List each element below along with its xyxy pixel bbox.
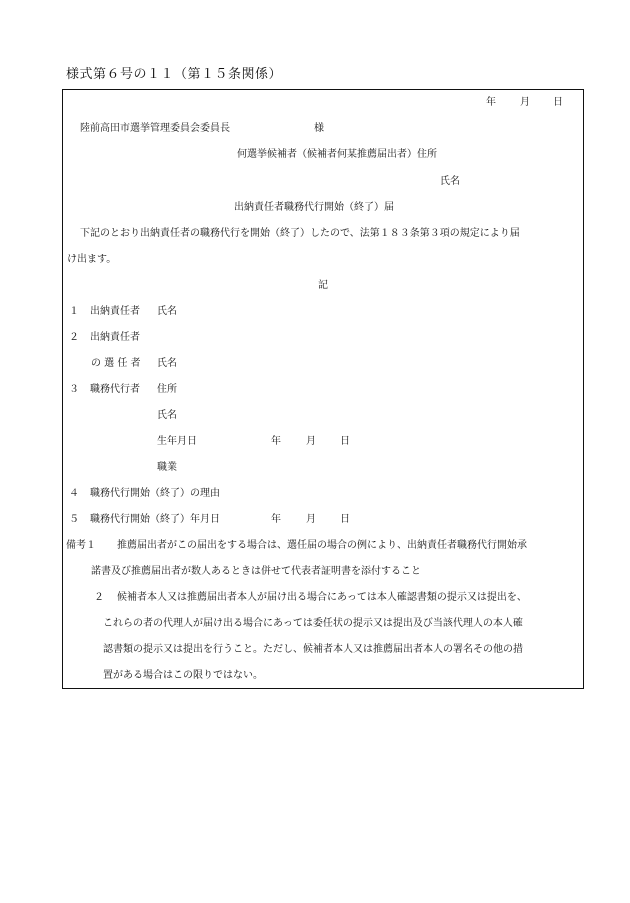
item-3-birth-day-label: 日 (340, 436, 350, 447)
item-2-name-label: 氏名 (157, 358, 177, 369)
addressee-honorific: 様 (314, 123, 324, 134)
item-4-number: ４ (69, 488, 79, 499)
item-1-label: 出納責任者 (90, 306, 140, 317)
item-5-number: ５ (69, 514, 79, 525)
item-2-label: 出納責任者 (90, 332, 140, 343)
submitter-address-label: 何選挙候補者（候補者何某推薦届出者）住所 (237, 149, 437, 160)
item-3-name-label: 氏名 (157, 410, 177, 421)
note-1-line-2: 諾書及び推薦届出者が数人あるときは併せて代表者証明書を添付すること (91, 566, 421, 577)
body-text-line-2: け出ます。 (67, 254, 117, 265)
ki-heading: 記 (318, 280, 328, 291)
item-2-label-line-2: の 選 任 者 (91, 358, 141, 369)
date-day-label: 日 (553, 97, 563, 108)
item-4-label: 職務代行開始（終了）の理由 (90, 488, 220, 499)
item-5-day-label: 日 (340, 514, 350, 525)
date-month-label: 月 (520, 97, 530, 108)
notes-heading: 備考１ (66, 540, 96, 551)
item-1-name-label: 氏名 (157, 306, 177, 317)
item-5-year-label: 年 (271, 514, 281, 525)
note-2-line-2: これらの者の代理人が届け出る場合にあっては委任状の提示又は提出及び当該代理人の本人確 (103, 618, 523, 629)
item-3-number: ３ (69, 384, 79, 395)
form-number: 様式第６号の１１（第１５条関係） (66, 67, 283, 82)
date-year-label: 年 (486, 97, 496, 108)
submitter-name-label: 氏名 (440, 176, 460, 187)
body-text-line-1: 下記のとおり出納責任者の職務代行を開始（終了）したので、法第１８３条第３項の規定により届 (80, 228, 520, 239)
item-5-label: 職務代行開始（終了）年月日 (90, 514, 220, 525)
item-5-month-label: 月 (306, 514, 316, 525)
document-title: 出納責任者職務代行開始（終了）届 (234, 202, 394, 213)
note-2-line-4: 置がある場合はこの限りではない。 (103, 670, 263, 681)
note-2-line-3: 認書類の提示又は提出を行うこと。ただし、候補者本人又は推薦届出者本人の署名その他の措 (103, 644, 523, 655)
item-3-label: 職務代行者 (90, 384, 140, 395)
note-2-line-1: 候補者本人又は推薦届出者本人が届け出る場合にあっては本人確認書類の提示又は提出を、 (117, 592, 527, 603)
addressee-name: 陸前高田市選挙管理委員会委員長 (80, 123, 230, 134)
item-3-occupation-label: 職業 (157, 462, 177, 473)
item-3-birth-month-label: 月 (306, 436, 316, 447)
note-1-line-1: 推薦届出者がこの届出をする場合は、選任届の場合の例により、出納責任者職務代行開始承 (117, 540, 527, 551)
item-3-birthdate-label: 生年月日 (157, 436, 197, 447)
item-3-address-label: 住所 (157, 384, 177, 395)
note-2-number: ２ (94, 592, 104, 603)
item-2-number: ２ (69, 332, 79, 343)
item-3-birth-year-label: 年 (271, 436, 281, 447)
item-1-number: １ (69, 306, 79, 317)
